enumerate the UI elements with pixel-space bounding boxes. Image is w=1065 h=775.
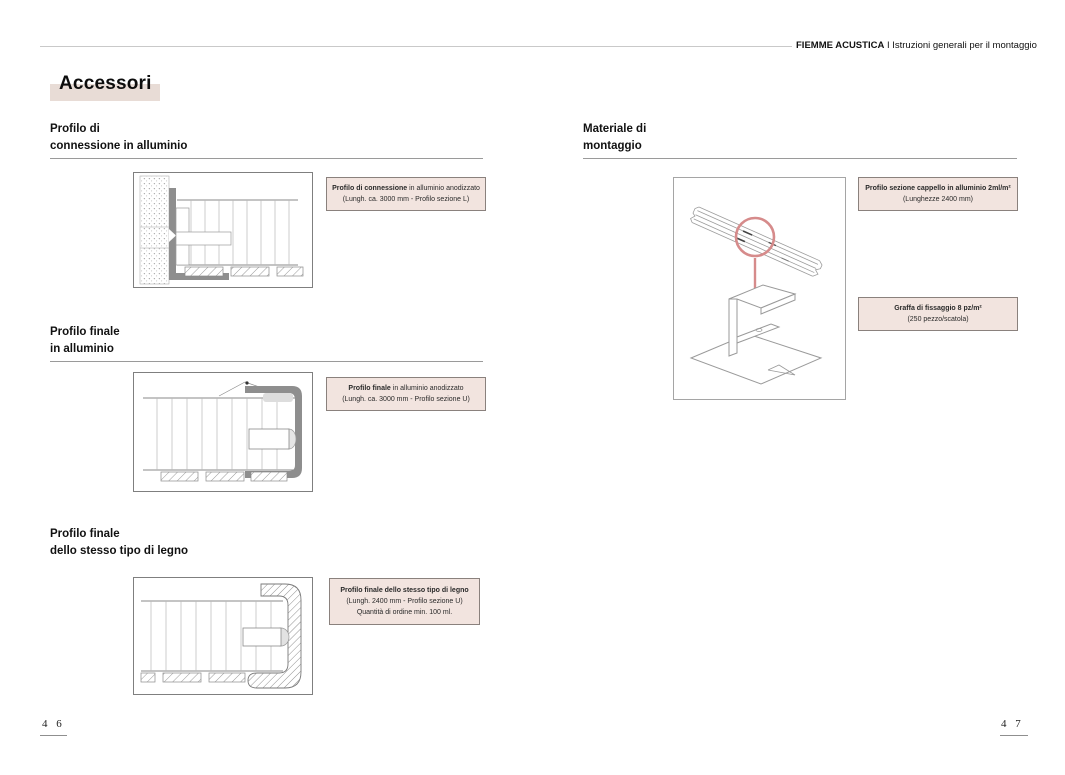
label-box-graffa-fissaggio bbox=[858, 297, 1018, 331]
page-number-left: 4 6 bbox=[42, 718, 65, 730]
drawing-materiale-montaggio bbox=[673, 177, 846, 400]
section-rule bbox=[50, 158, 483, 159]
section-rule bbox=[583, 158, 1017, 159]
section-heading-line2: montaggio bbox=[583, 140, 642, 152]
section-heading-line1: Materiale di bbox=[583, 123, 647, 135]
label-line1: Graffa di fissaggio 8 pz/m² bbox=[894, 305, 982, 312]
header-text bbox=[796, 40, 1037, 51]
section-heading-line2: in alluminio bbox=[50, 343, 114, 355]
page-number-rule bbox=[40, 735, 67, 736]
label-line1: Profilo sezione cappello in alluminio 2ml/m² bbox=[865, 185, 1011, 192]
label-line1: Profilo finale in alluminio anodizzato bbox=[348, 385, 464, 392]
page-number-rule bbox=[1000, 735, 1028, 736]
header-brand: FIEMME ACUSTICA bbox=[796, 40, 885, 51]
header-rule bbox=[40, 46, 792, 47]
label-line2: (Lunghezze 2400 mm) bbox=[902, 196, 974, 203]
section-heading-line1: Profilo finale bbox=[50, 528, 120, 540]
label-box-profilo-finale-alluminio bbox=[326, 377, 486, 411]
label-line3: Quantità di ordine min. 100 ml. bbox=[356, 609, 453, 616]
section-heading-line2: dello stesso tipo di legno bbox=[50, 545, 189, 557]
section-heading-materiale-montaggio bbox=[583, 121, 646, 155]
wall-section bbox=[140, 176, 169, 284]
label-line2: (Lungh. ca. 3000 mm - Profilo sezione U) bbox=[342, 396, 470, 403]
drawing-profilo-connessione bbox=[133, 172, 313, 288]
drawing-profilo-finale-legno bbox=[133, 577, 313, 695]
section-heading-profilo-finale-legno bbox=[50, 526, 188, 560]
section-heading-profilo-finale-alluminio bbox=[50, 324, 120, 358]
label-line2: (Lungh. ca. 3000 mm - Profilo sezione L) bbox=[342, 196, 470, 203]
label-box-profilo-connessione bbox=[326, 177, 486, 211]
section-heading-line2: connessione in alluminio bbox=[50, 140, 188, 152]
label-line2: (250 pezzo/scatola) bbox=[907, 316, 969, 323]
page-title: Accessori bbox=[59, 73, 152, 94]
label-line1: Profilo finale dello stesso tipo di legno bbox=[340, 587, 469, 594]
section-rule bbox=[50, 361, 483, 362]
section-heading-profilo-connessione bbox=[50, 121, 187, 155]
header-subtitle: I Istruzioni generali per il montaggio bbox=[884, 40, 1037, 51]
label-line2: (Lungh. 2400 mm - Profilo sezione U) bbox=[346, 598, 463, 605]
section-heading-line1: Profilo di bbox=[50, 123, 100, 135]
section-heading-line1: Profilo finale bbox=[50, 326, 120, 338]
drawing-profilo-finale-alluminio bbox=[133, 372, 313, 492]
label-line1: Profilo di connessione in alluminio anodizzato bbox=[332, 185, 480, 192]
label-box-profilo-cappello bbox=[858, 177, 1018, 211]
label-box-profilo-finale-legno bbox=[329, 578, 480, 625]
page-number-right: 4 7 bbox=[1001, 718, 1024, 730]
